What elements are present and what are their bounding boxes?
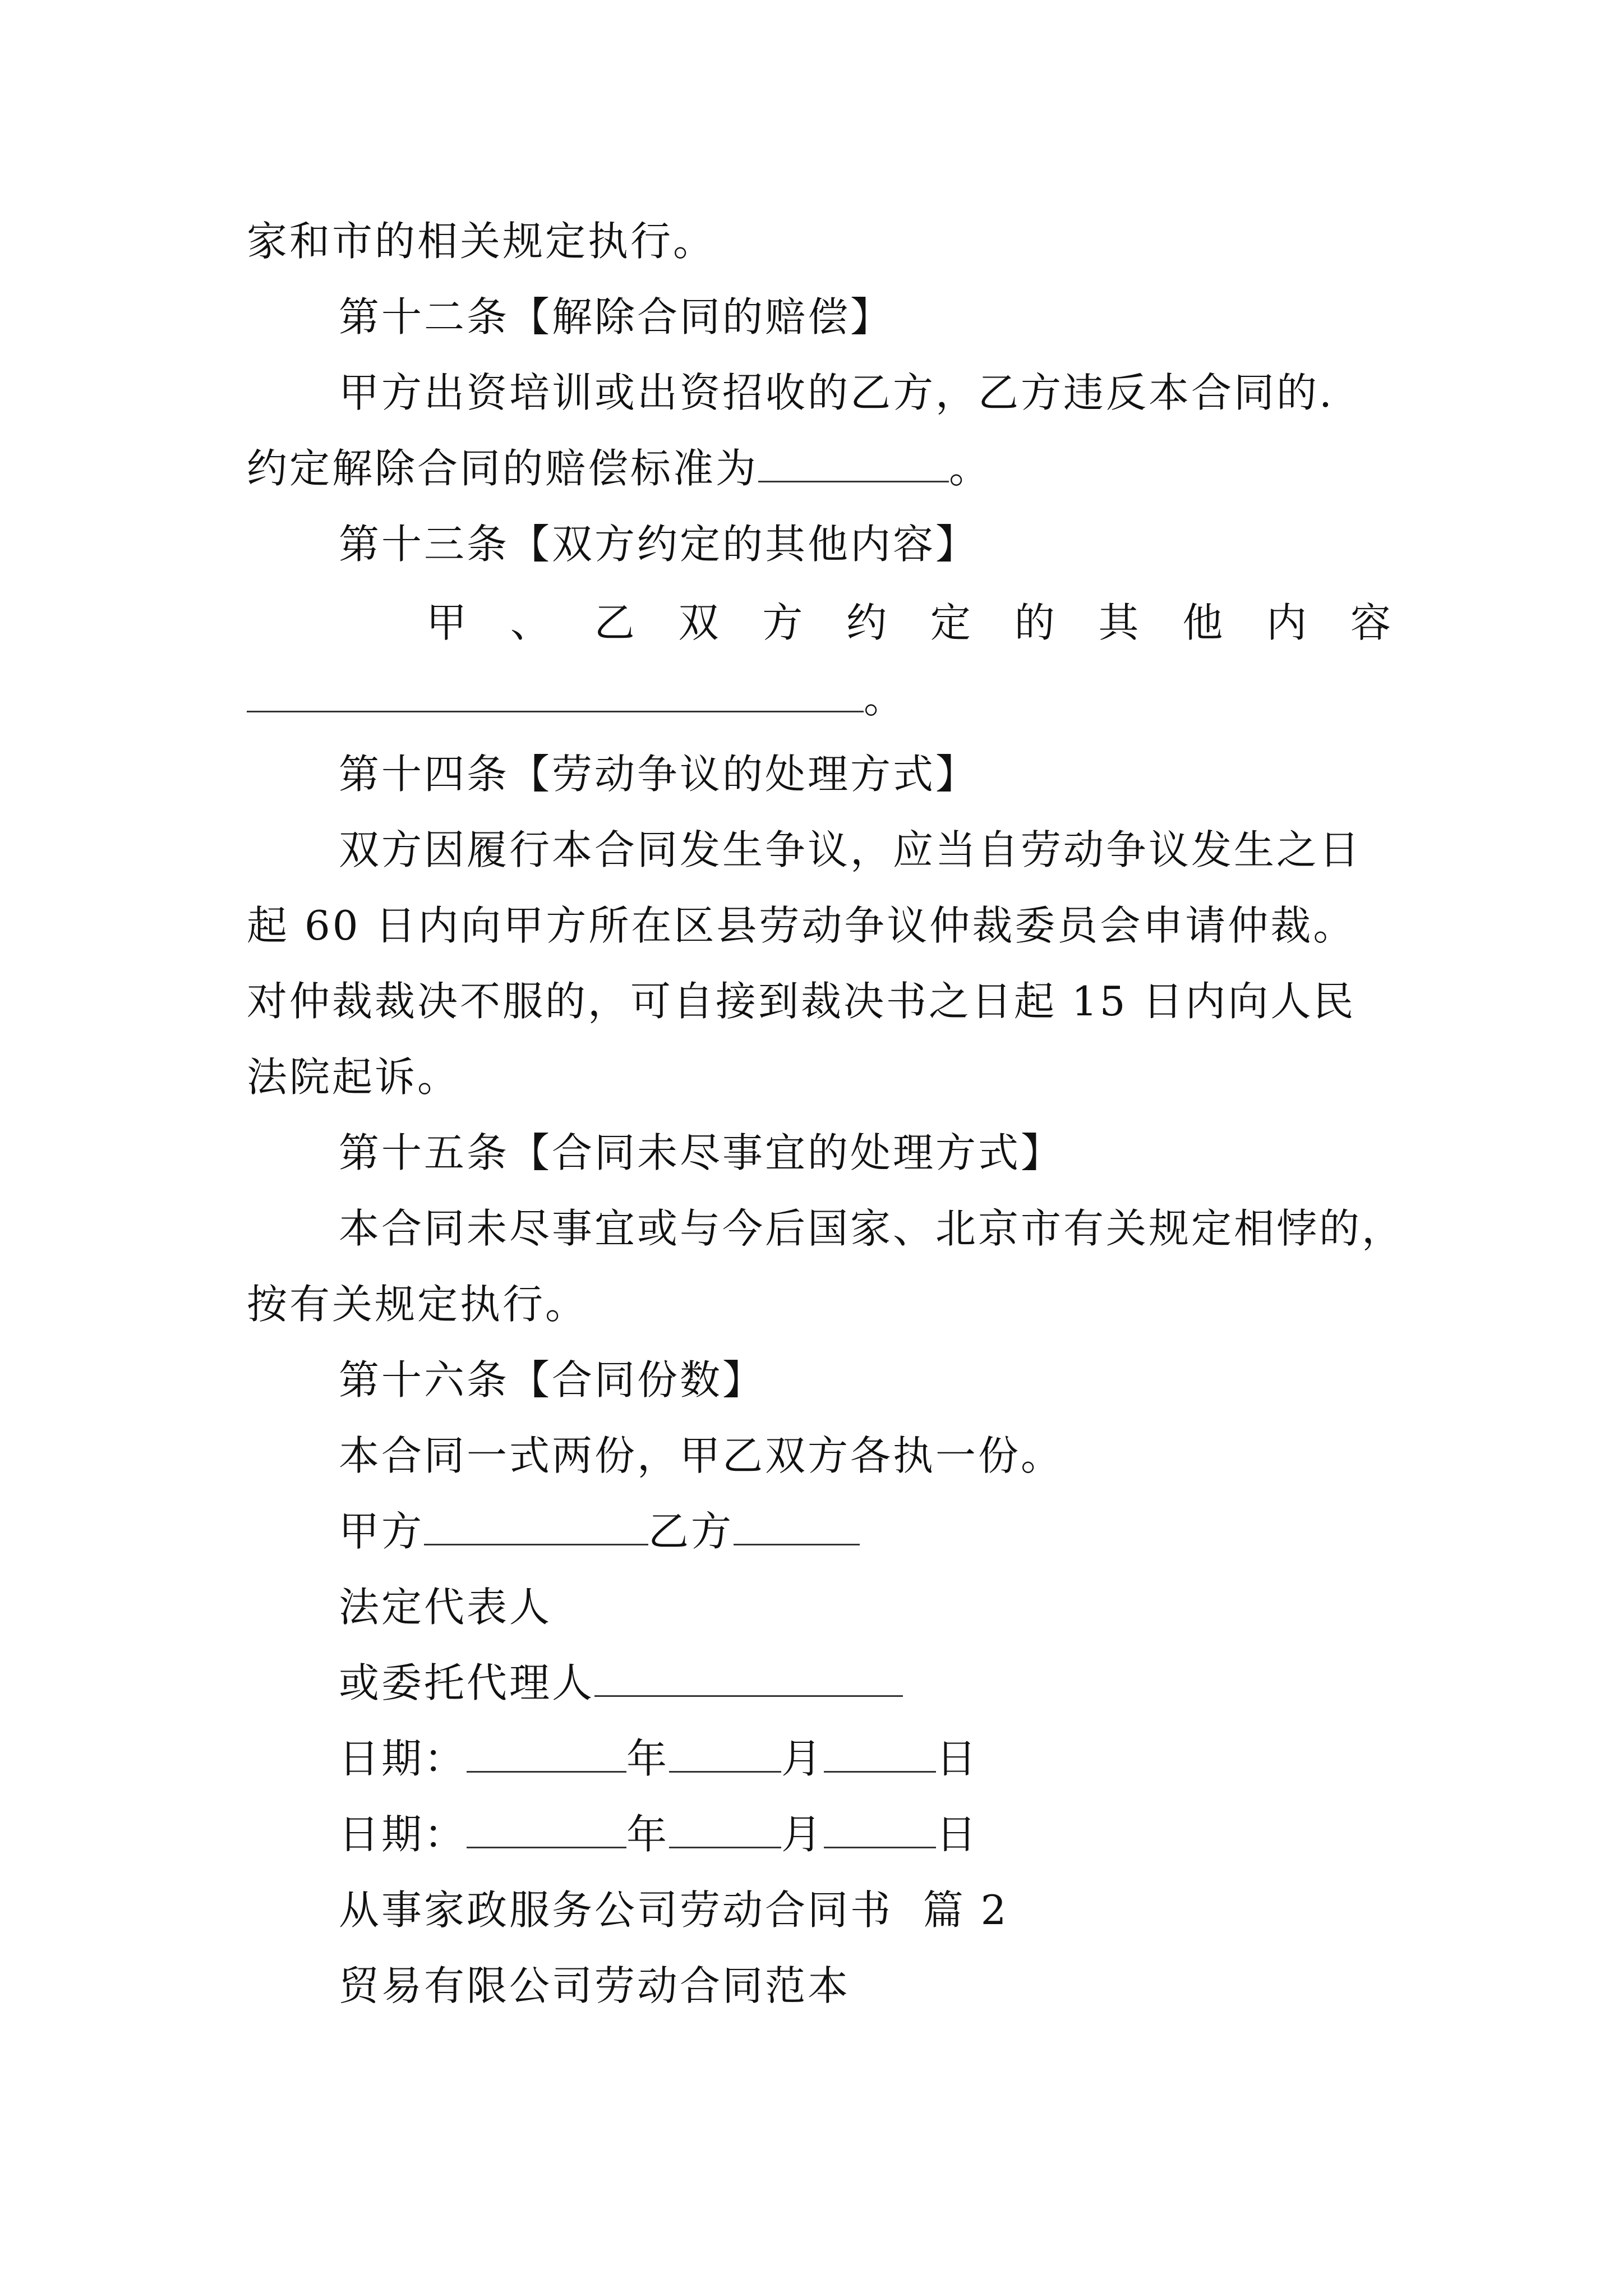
article-14-paragraph-line1: 双方因履行本合同发生争议，应当自劳动争议发生之日 xyxy=(339,826,1362,873)
article-12-text: 约定解除合同的赔偿标准为 xyxy=(247,445,759,492)
article-14-paragraph-line4: 法院起诉。 xyxy=(247,1053,460,1101)
compensation-blank[interactable] xyxy=(758,446,949,482)
period: 。 xyxy=(864,675,907,722)
signature-parties-line xyxy=(339,1503,860,1559)
article-14-paragraph-line2: 起 60 日内向甲方所在区县劳动争议仲裁委员会申请仲裁。 xyxy=(247,902,1356,949)
date-label: 日期： xyxy=(339,1811,467,1858)
next-contract-subtitle: 贸易有限公司劳动合同范本 xyxy=(339,1962,851,2009)
article-15-paragraph-line1: 本合同未尽事宜或与今后国家、北京市有关规定相悖的， xyxy=(339,1205,1405,1252)
spread-char: 其 xyxy=(1098,599,1139,646)
year-blank[interactable] xyxy=(467,1812,626,1848)
spread-char: 约 xyxy=(846,599,887,646)
day-label: 日 xyxy=(936,1811,979,1858)
legal-representative-label: 法定代表人 xyxy=(339,1584,552,1631)
agent-blank[interactable] xyxy=(594,1660,903,1697)
spread-char: 他 xyxy=(1182,599,1223,646)
party-a-blank[interactable] xyxy=(424,1509,648,1545)
period: 。 xyxy=(949,445,992,492)
date-label: 日期： xyxy=(339,1735,467,1782)
party-b-blank[interactable] xyxy=(734,1509,860,1545)
spread-char: 的 xyxy=(1014,599,1055,646)
article-13-blank-line xyxy=(247,670,906,726)
month-blank[interactable] xyxy=(669,1812,781,1848)
agent-label: 或委托代理人 xyxy=(339,1659,595,1706)
article-16-paragraph: 本合同一式两份，甲乙双方各执一份。 xyxy=(339,1432,1064,1479)
day-blank[interactable] xyxy=(824,1812,936,1848)
spread-char: 双 xyxy=(678,599,719,646)
day-blank[interactable] xyxy=(824,1736,936,1773)
agent-line xyxy=(339,1655,903,1711)
year-label: 年 xyxy=(626,1811,670,1858)
party-b-label: 乙方 xyxy=(648,1508,734,1555)
month-label: 月 xyxy=(781,1735,824,1782)
spread-char: 容 xyxy=(1350,599,1391,646)
month-label: 月 xyxy=(781,1811,824,1858)
spread-char: 内 xyxy=(1266,599,1307,646)
paragraph-continuation: 家和市的相关规定执行。 xyxy=(247,218,716,265)
spread-char: 方 xyxy=(762,599,803,646)
article-14-title: 第十四条【劳动争议的处理方式】 xyxy=(339,751,979,798)
party-a-label: 甲方 xyxy=(339,1508,425,1555)
article-12-paragraph-line1: 甲方出资培训或出资招收的乙方，乙方违反本合同的. xyxy=(339,369,1334,416)
month-blank[interactable] xyxy=(669,1736,781,1773)
spread-char: 甲 xyxy=(426,599,467,646)
article-15-title: 第十五条【合同未尽事宜的处理方式】 xyxy=(339,1129,1064,1176)
spread-char: 、 xyxy=(510,599,551,646)
spread-char: 定 xyxy=(930,599,971,646)
spread-char: 乙 xyxy=(594,599,635,646)
year-label: 年 xyxy=(626,1735,670,1782)
next-contract-title: 从事家政服务公司劳动合同书 篇 2 xyxy=(339,1887,1009,1934)
article-13-spread-line xyxy=(426,595,1391,651)
article-16-title: 第十六条【合同份数】 xyxy=(339,1356,766,1404)
year-blank[interactable] xyxy=(467,1736,626,1773)
article-12-paragraph-line2 xyxy=(247,440,992,496)
article-12-title: 第十二条【解除合同的赔偿】 xyxy=(339,293,893,341)
date-line-1 xyxy=(339,1731,979,1787)
article-15-paragraph-line2: 按有关规定执行。 xyxy=(247,1281,588,1328)
article-13-title: 第十三条【双方约定的其他内容】 xyxy=(339,521,979,568)
date-line-2 xyxy=(339,1806,979,1862)
other-content-blank[interactable] xyxy=(247,676,864,712)
article-14-paragraph-line3: 对仲裁裁决不服的，可自接到裁决书之日起 15 日内向人民 xyxy=(247,978,1356,1025)
day-label: 日 xyxy=(936,1735,979,1782)
